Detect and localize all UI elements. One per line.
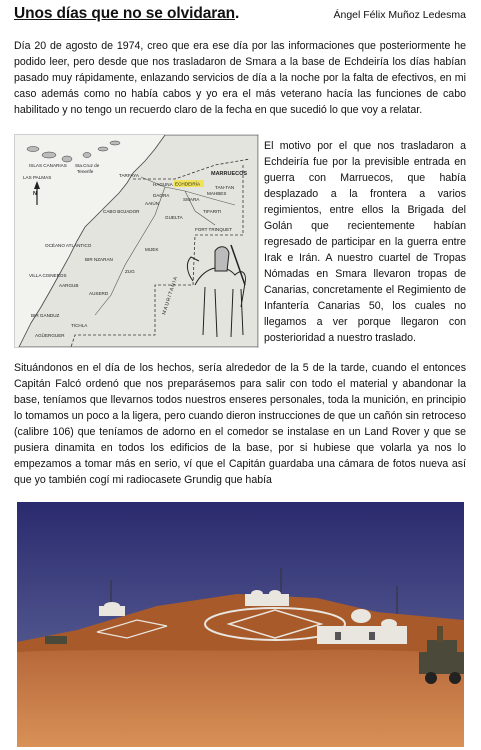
map-label-north: N: [33, 191, 37, 197]
map-label-zug: ZUG: [125, 269, 135, 274]
map-label-mijek: MIJEK: [145, 247, 159, 252]
map-label-haguna: HAGUNA: [153, 182, 173, 187]
header: [14, 5, 466, 27]
sahara-map-drawing: [15, 135, 258, 347]
map-label-mahbes: MAHBES: [207, 191, 227, 196]
base-photo-image: [17, 502, 464, 747]
paragraph-intro: Día 20 de agosto de 1974, creo que era ese día por las informaciones que posteriormente he podido leer, pero desde que nos trasladaron de Smara a la base de Echdeiría los días habían pasado muy rápidamente, enlazando servicios de día a la noche por la falta de efectivos, en mi caso además como no había cabos y yo era el más veterano hacía las funciones de cabo habilitado y no tengo un recuerdo claro de la fecha en que sucedió lo que voy a relatar.: [14, 40, 466, 116]
map-label-sta-cruz: Sta.Cruz de: [75, 163, 100, 168]
map-label-mauritania: MAURITANIA: [161, 275, 180, 316]
map-label-daora: DAORA: [153, 193, 170, 198]
base-photo-drawing: [17, 502, 464, 747]
map-label-las-palmas: LAS PALMAS: [23, 175, 52, 180]
map-label-aaiun: AAIÚN: [145, 201, 160, 206]
map-label-tan-tan: TAN-TAN: [215, 185, 235, 190]
map-label-bojador: CABO BOJADOR: [103, 209, 140, 214]
map-label-fort-trinquet: FORT TRINQUET: [195, 227, 233, 232]
map-label-echdeiria: ECHDEIRÍA: [175, 181, 201, 187]
map-label-bir-nzaran: BIR NZARAN: [85, 257, 113, 262]
map-label-villa-cisneros: VILLA CISNEROS: [29, 273, 67, 278]
map-label-tarfaya: TARFAYA: [119, 173, 139, 178]
map-label-islas: ISLAS CANARIAS: [29, 163, 67, 168]
sahara-map-image: [14, 134, 259, 348]
map-label-tenerife: Tenerife: [77, 169, 94, 174]
map-label-aguerguer: AGÜERGUER: [35, 333, 65, 338]
map-label-guelta: GUELTA: [165, 215, 183, 220]
map-label-bir-ganduz: BIR GANDUZ: [31, 313, 60, 318]
article-title-suffix: .: [235, 5, 240, 22]
article-title: [14, 5, 239, 23]
map-label-tifariti: TIFARITI: [203, 209, 222, 214]
map-label-marruecos: MARRUECOS: [211, 171, 248, 177]
map-label-tichla: TICHLA: [71, 323, 88, 328]
paragraph-hechos: Situándonos en el día de los hechos, sería alrededor de la 5 de la tarde, cuando el entonces Capitán Falcó ordenó que nos preparásemos para salir con todo el material y abandonar la base, teníamos que llevarnos todos nuestros enseres personales, toda la munición, en principio lo tomamos un poco a la ligera, pero cuando dieron instrucciones de que un cañón sin retroceso (calibre 106) que teníamos de adorno en el comedor se instalase en un Land Rover y que se pusiera dinamita en todos los edificios de la base, por si hubiese que volarla ya nos lo empezamos a tomar más en serio, ví que el Capitán guardaba una cámara de fotos nueva así que yo también cogí mi radiocasete Grundig que había: [14, 362, 466, 486]
map-label-auserd: AUSERD: [89, 291, 109, 296]
map-label-aargub: AARGUB: [59, 283, 79, 288]
author-name: Ángel Félix Muñoz Ledesma: [333, 9, 466, 21]
paragraph-motivo: El motivo por el que nos trasladaron a Echdeiría fue por la previsible entrada en guerra con Marruecos, que había desplazado a la frontera a varios regimientos, entre ellos la Brigada del Golán que recientemente habían regresado de participar en la guerra entre Irak e Irán. A nuestro cuartel de Tropas Nómadas en Smara llevaron tropas de Canarias, concretamente el Regimiento de Infantería Canarias 50, los cuales no llegamos a ver porque llegaron con posterioridad a nuestro traslado.: [264, 140, 466, 344]
article-title-text: Unos días que no se olvidaran: [14, 5, 236, 22]
map-label-smara: SMARA: [183, 197, 200, 202]
map-label-atlantico: OCÉANO ATLÁNTICO: [45, 243, 92, 248]
